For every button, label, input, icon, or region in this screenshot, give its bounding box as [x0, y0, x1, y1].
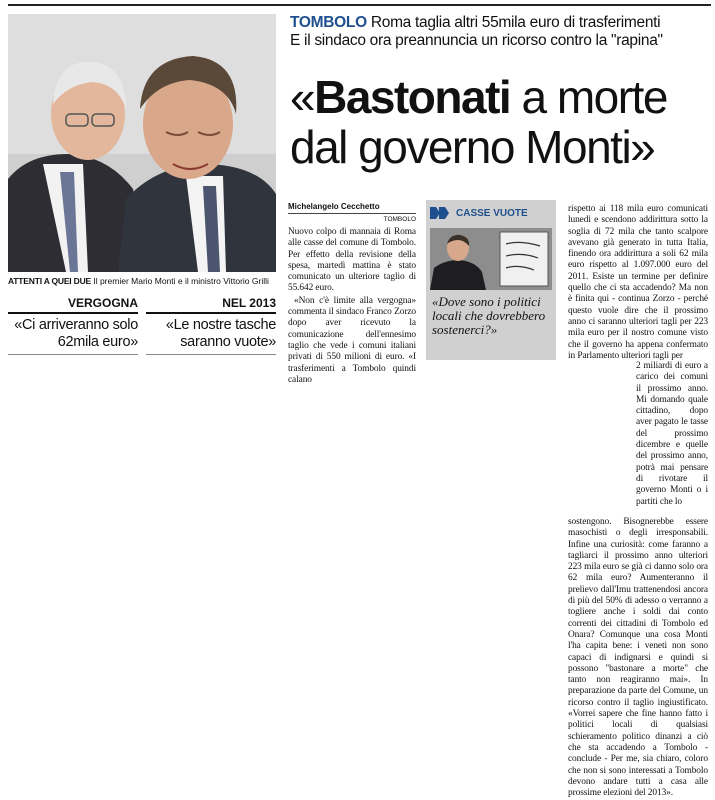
headline-open-quote: « [290, 71, 315, 123]
headline-line2: dal governo Monti» [290, 121, 655, 173]
article-col-3-bottom [568, 517, 708, 800]
sidebar-photo [430, 228, 552, 290]
quote-text: «Ci arriveranno solo 62mila euro» [8, 317, 138, 355]
paragraph: Nuovo colpo di mannaia di Roma alle casse del comune di Tombolo. Per effetto della revisione della spesa, martedì mattina è stato comunicato un ulteriore taglio di 55.642 euro. [288, 227, 416, 294]
quote-text: «Le nostre tasche saranno vuote» [146, 317, 276, 355]
headline-bold: Bastonati [314, 71, 511, 123]
quote-box-1 [8, 296, 138, 355]
paragraph: sostengono. Bisognerebbe essere masochisti o degli irresponsabili. Infine una curiosità: come faranno a tagliarci il prossimo anno ulteriori 223 mila euro se già ci danno solo ora 62 mila euro? Aumenteranno il prelievo dall'Imu trattenendosi ancora di più del 50% di adesso o verranno a togliere anche i soldi dai conto correnti dei cittadini di Tombolo ed Onara? Comunque una cosa Monti l'ha capita bene: i veneti non sono capaci di indignarsi e quindi si possono "bastonare a morte" che tanto non reagiranno mai». In preparazione da parte del Comune, un ricorso contro il taglio ingiustificato. «Vorrei sapere che fine hanno fatto i politici locali di qualsiasi schieramento politico dinanzi a ciò che sta accadendo a Tombolo - conclude - Per me, sia chiaro, coloro che non si sono interessati a Tombolo devono andare tutti a casa alle prossime elezioni del 2013». [568, 517, 708, 799]
quote-head: VERGOGNA [8, 296, 138, 314]
headline [290, 72, 710, 172]
paragraph: rispetto ai 118 mila euro comunicati lunedì e scendono addirittura sotto la soglia di 72 mila che tanto scalpore avevano già generato in tutta Italia, finendo ora addirittura a soli 62 mila euro rispetto al 1.097.000 euro del 2011. Esiste un termine per definire quello che ci sta accadendo? Ma non è finita qui - continua Zorzo - perché questo vuole dire che il prossimo anno ci saranno ulteriori tagli per 223 mila euro per il nostro comune visto che il governo ha appena confermato in Parlamento ulteriori tagli per [568, 204, 708, 361]
quote-head: NEL 2013 [146, 296, 276, 314]
sidebar-label-text: CASSE VUOTE [456, 207, 528, 219]
double-chevron-icon [430, 207, 450, 219]
caption-lead: ATTENTI A QUEI DUE [8, 276, 91, 286]
article-col-3-top [568, 204, 708, 363]
photo-caption [8, 276, 278, 286]
sidebar-photo-illustration [430, 228, 552, 290]
photo-illustration [8, 14, 276, 272]
paragraph: «Non c'è limite alla vergogna» commenta il sindaco Franco Zorzo dopo aver ricevuto la comunicazione dell'ennesimo taglio che vede i comuni italiani privati di 550 milioni di euro. «I trasferimenti a Tombolo quindi calano [288, 295, 416, 385]
article-col-3-narrow [636, 361, 708, 509]
kicker-tag: TOMBOLO [290, 14, 367, 31]
article-col-1 [288, 227, 416, 387]
kicker-line1: Roma taglia altri 55mila euro di trasferimenti [370, 14, 661, 31]
caption-text: Il premier Mario Monti e il ministro Vittorio Grilli [90, 276, 269, 286]
news-photo [8, 14, 276, 272]
paragraph: 2 miliardi di euro a carico dei comuni il prossimo anno. Mi domando quale cittadino, dopo aver pagato le tasse del prossimo dicembre e quelle del prossimo anno, potrà mai pensare di rivotare il governo Monti o i partiti che lo [636, 361, 708, 507]
sidebar-quote: «Dove sono i politici locali che dovrebbero sostenerci?» [432, 294, 546, 337]
headline-rest: a morte [510, 71, 667, 123]
kicker-line2: E il sindaco ora preannuncia un ricorso contro la "rapina" [290, 32, 663, 49]
top-rule [8, 4, 711, 6]
sidebar-box [426, 200, 556, 360]
sidebar-label [430, 204, 552, 222]
dateline: TOMBOLO [383, 216, 416, 223]
quote-box-2 [146, 296, 276, 355]
byline: Michelangelo Cecchetto [288, 202, 416, 214]
kicker [290, 14, 710, 50]
